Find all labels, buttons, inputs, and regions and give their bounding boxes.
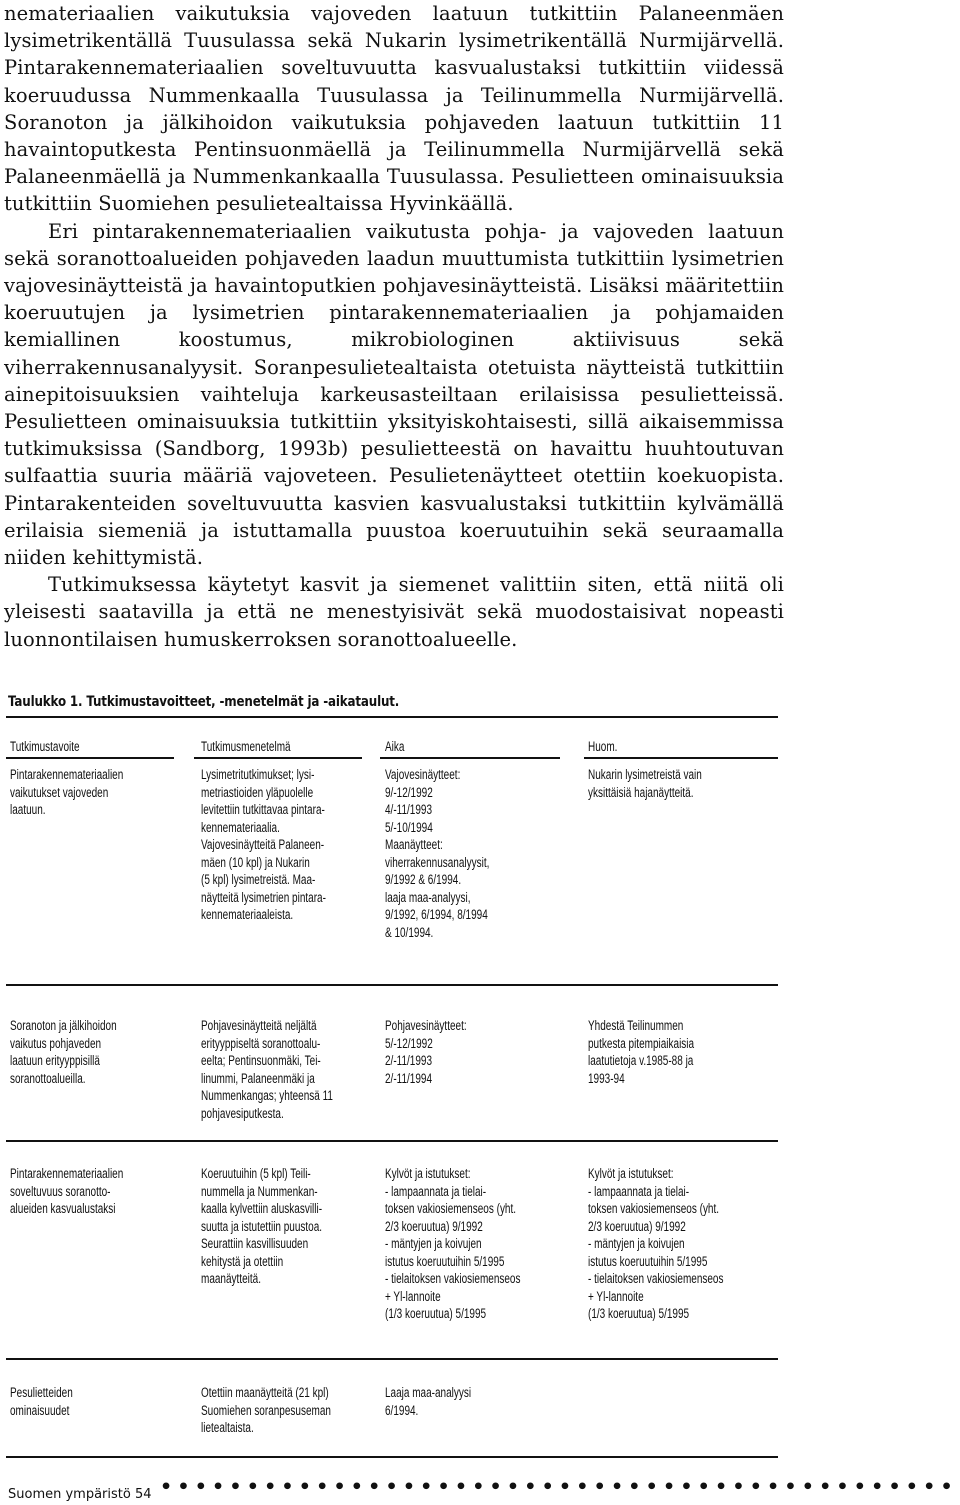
row-divider (6, 1358, 778, 1360)
header-notes: Huom. (588, 739, 618, 754)
header-rule (584, 757, 778, 759)
header-rule (6, 757, 174, 759)
header-rule (194, 757, 362, 759)
row-divider (6, 984, 778, 986)
row3-time: Kylvöt ja istutukset: - lampaannata ja tielai- toksen vakiosiemenseos (yht. 2/3 koeruutua) 9/1992 - mäntyjen ja koivujen istutus koeruutuihin 5/1995 - tielaitoksen vakiosiemenseos + Yl-lannoite (1/3 koeruutua) 5/1995 (385, 1166, 521, 1321)
footer-dot-leader: •••••••••••••••••••••••••••••••••••••••••••••• (160, 1476, 958, 1498)
row1-time: Vajovesinäytteet: 9/-12/1992 4/-11/1993 5/-10/1994 Maanäytteet: viherrakennusanalyysit, 9/1992 & 6/1994. laaja maa-analyysi, 9/1992, 6/1994, 8/1994 & 10/1994. (385, 767, 490, 940)
table-caption: Taulukko 1. Tutkimustavoitteet, -menetelmät ja -aikataulut. (8, 694, 400, 710)
row4-time: Laaja maa-analyysi 6/1994. (385, 1385, 472, 1418)
row1-notes: Nukarin lysimetreistä vain yksittäisiä hajanäytteitä. (588, 767, 702, 800)
row-divider (6, 1140, 778, 1142)
row2-time: Pohjavesinäytteet: 5/-12/1992 2/-11/1993 2/-11/1994 (385, 1018, 467, 1086)
header-method: Tutkimusmenetelmä (201, 739, 291, 754)
paragraph-3: Tutkimuksessa käytetyt kasvit ja siemenet valittiin siten, että niitä oli yleisesti saatavilla ja että ne menestyisivät sekä muodostaisivat nopeasti luonnontilaisen humuskerroksen soranottoalueelle. (4, 573, 784, 651)
row2-notes: Yhdestä Teilinummen putkesta pitempiaikaisia laatutietoja v.1985-88 ja 1993-94 (588, 1018, 695, 1086)
paragraph-1: nemateriaalien vaikutuksia vajoveden laatuun tutkittiin Palaneenmäen lysimetrikentällä Tuusulassa sekä Nukarin lysimetrikentällä Nurmijärvellä. Pintarakennemateriaalien soveltuvuutta kasvualustaksi tutkittiin viidessä koeruudussa Nummenkaalla Tuusulassa ja Teilinummella Nurmijärvellä. Soranoton ja jälkihoidon vaikutuksia pohjaveden laatuun tutkittiin 11 havaintoputkesta Pentinsuonmäellä ja Teilinummella Nurmijärvellä sekä Palaneenmäellä ja Nummenkankaalla Tuusulassa. Pesulietteen ominaisuuksia tutkittiin Suomiehen pesulietealtaissa Hyvinkäällä. (4, 2, 784, 216)
row1-goal: Pintarakennemateriaalien vaikutukset vajoveden laatuun. (10, 767, 124, 817)
row3-goal: Pintarakennemateriaalien soveltuvuus soranotto- alueiden kasvualustaksi (10, 1166, 124, 1216)
body-text (4, 0, 784, 653)
footer-publication: Suomen ympäristö 54 (8, 1487, 152, 1502)
header-time: Aika (385, 739, 405, 754)
row4-goal: Pesulietteiden ominaisuudet (10, 1385, 73, 1418)
row3-method: Koeruutuihin (5 kpl) Teili- nummella ja Nummenkan- kaalla kylvettiin aluskasvilli- suutta ja istutettiin puustoa. Seurattiin kasvillisuuden kehitystä ja otettiin maanäytteitä. (201, 1166, 323, 1286)
row3-notes: Kylvöt ja istutukset: - lampaannata ja tielai- toksen vakiosiemenseos (yht. 2/3 koeruutua) 9/1992 - mäntyjen ja koivujen istutus koeruutuihin 5/1995 - tielaitoksen vakiosiemenseos + Yl-lannoite (1/3 koeruutua) 5/1995 (588, 1166, 724, 1321)
header-goal: Tutkimustavoite (10, 739, 80, 754)
row1-method: Lysimetritutkimukset; lysi- metriastioiden yläpuolelle levitettiin tutkittavaa pintara- kennemateriaalia. Vajovesinäytteitä Palaneen- mäen (10 kpl) ja Nukarin (5 kpl) lysimetreistä. Maa- näytteitä lysimetrien pintara- kennemateriaaleista. (201, 767, 326, 922)
paragraph-2: Eri pintarakennemateriaalien vaikutusta pohja- ja vajoveden laatuun sekä soranottoalueiden pohjaveden laadun muuttumista tutkittiin lysimetrien vajovesinäytteistä ja havaintoputkien pohjavesinäytteistä. Lisäksi määritettiin koeruutujen ja lysimetrien pintarakennemateriaalien ja pohjamaiden kemiallinen koostumus, mikrobiologinen aktiivisuus sekä viherrakennusanalyysit. Soranpesulietealtaista otetuista näytteistä tutkittiin ainepitoisuuksien vaihteluja karkeusasteiltaan erilaisissa pesulietteissä. Pesulietteen ominaisuuksia tutkittiin yksityiskohtaisesti, sillä aikaisemmissa tutkimuksissa (Sandborg, 1993b) pesulietteestä on havaittu huuhtoutuvan sulfaattia suuria määriä vajoveteen. Pesulietenäytteet otettiin koekuopista. Pintarakenteiden soveltuvuutta kasvien kasvualustaksi tutkittiin kylvämällä erilaisia siemeniä ja istuttamalla puustoa koeruutuihin sekä seuraamalla niiden kehittymistä. (4, 219, 784, 570)
row2-method: Pohjavesinäytteitä neljältä erityyppiseltä soranottoalu- eelta; Pentinsuonmäki, Tei- linummi, Palaneenmäki ja Nummenkangas; yhteensä 11 pohjavesiputkesta. (201, 1018, 333, 1121)
caption-rule (6, 716, 778, 718)
row2-goal: Soranoton ja jälkihoidon vaikutus pohjaveden laatuun erityyppisillä soranottoalueilla. (10, 1018, 117, 1086)
header-rule (380, 757, 560, 759)
table-bottom-rule (6, 1456, 778, 1458)
row4-method: Otettiin maanäytteitä (21 kpl) Suomiehen soranpesuseman lietealtaista. (201, 1385, 331, 1435)
